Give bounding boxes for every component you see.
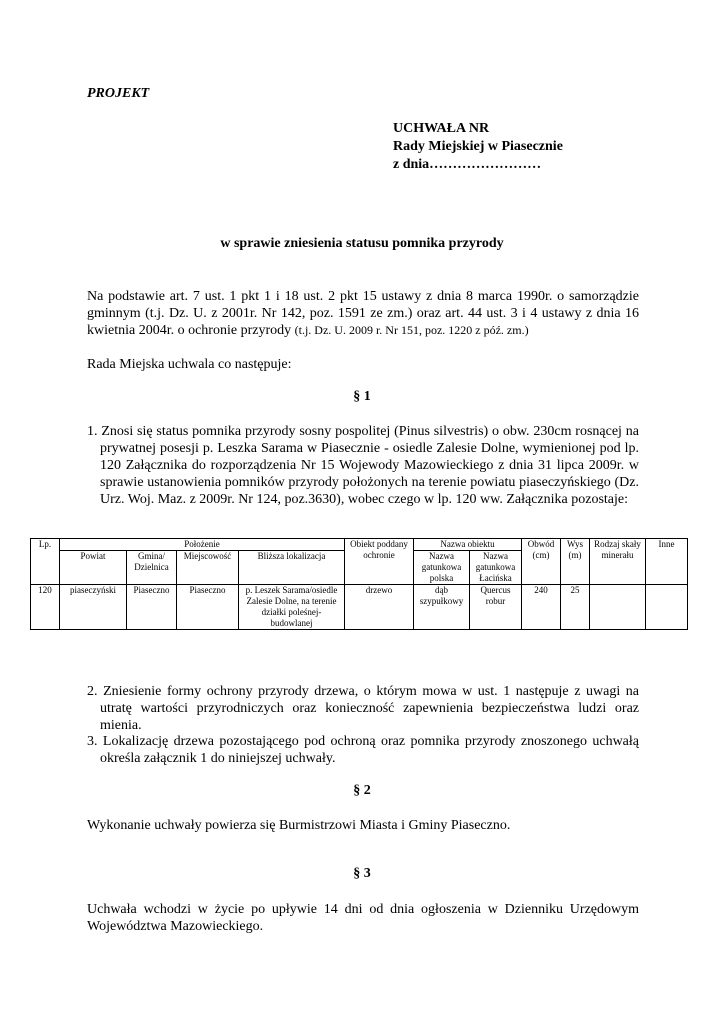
- monument-table: [30, 538, 688, 630]
- cell-municipality: Piaseczno: [127, 585, 177, 630]
- header-municipality: Gmina/ Dzielnica: [127, 551, 177, 585]
- header-other: Inne: [646, 539, 688, 585]
- section-1-heading: § 1: [353, 389, 371, 404]
- table-header-row-1: [31, 539, 688, 551]
- header-circumference: Obwód (cm): [522, 539, 561, 585]
- header-protected-object: Obiekt poddany ochronie: [345, 539, 414, 585]
- cell-latin-name: Quercus robur: [470, 585, 522, 630]
- cell-protected-object: drzewo: [345, 585, 414, 630]
- council-statement: Rada Miejska uchwala co następuje:: [87, 357, 292, 372]
- header-rock-type: Rodzaj skały minerału: [590, 539, 646, 585]
- cell-height: 25: [561, 585, 590, 630]
- header-location: Położenie: [60, 539, 345, 551]
- cell-town: Piaseczno: [177, 585, 239, 630]
- section-1-item-2: 2. Zniesienie formy ochrony przyrody drzewa, o którym mowa w ust. 1 następuje z uwagi na utratę wartości przyrodniczych oraz konieczność zapewnienia bezpieczeństwa ludzi oraz mienia.: [87, 684, 639, 733]
- header-lp: Lp.: [31, 539, 60, 551]
- legal-basis-citation: (t.j. Dz. U. 2009 r. Nr 151, poz. 1220 z póź. zm.): [294, 323, 529, 337]
- council-name: Rady Miejskiej w Piasecznie: [393, 139, 563, 154]
- resolution-number: UCHWAŁA NR: [393, 121, 490, 136]
- legal-basis-main: Na podstawie art. 7 ust. 1 pkt 1 i 18 ust. 2 pkt 15 ustawy z dnia 8 marca 1990r. o samorządzie gminnym (t.j. Dz. U. z 2001r. Nr 142, poz. 1591 ze zm.) oraz art. 44 ust. 3 i 4 ustawy z dnia 16 kwietnia 2004r. o ochronie przyrody: [87, 289, 639, 338]
- resolution-subject: w sprawie zniesienia statusu pomnika przyrody: [220, 236, 504, 251]
- section-2-text: Wykonanie uchwały powierza się Burmistrzowi Miasta i Gminy Piaseczno.: [87, 818, 511, 833]
- header-detailed-location: Bliższa lokalizacja: [239, 551, 345, 585]
- section-1-item-3: 3. Lokalizację drzewa pozostającego pod ochroną oraz pomnika przyrody znoszonego uchwałą określa załącznik 1 do niniejszej uchwały.: [87, 734, 639, 766]
- header-polish-name: Nazwa gatunkowa polska: [414, 551, 470, 585]
- header-height: Wys (m): [561, 539, 590, 585]
- cell-lp: 120: [31, 585, 60, 630]
- cell-rock-type: [590, 585, 646, 630]
- header-latin-name: Nazwa gatunkowa Łacińska: [470, 551, 522, 585]
- cell-county: piaseczyński: [60, 585, 127, 630]
- section-3-text: Uchwała wchodzi w życie po upływie 14 dni od dnia ogłoszenia w Dzienniku Urzędowym Województwa Mazowieckiego.: [87, 902, 639, 934]
- legal-basis: [87, 288, 639, 339]
- cell-other: [646, 585, 688, 630]
- document-status: PROJEKT: [87, 86, 150, 101]
- section-2-heading: § 2: [353, 783, 371, 798]
- section-1-item-1: 1. Znosi się status pomnika przyrody sosny pospolitej (Pinus silvestris) o obw. 230cm rosnącej na prywatnej posesji p. Leszka Sarama w Piasecznie - osiedle Zalesie Dolne, wymienionej pod lp. 120 Załącznika do rozporządzenia Nr 15 Wojewody Mazowieckiego z dnia 31 lipca 2009r. w sprawie ustanowienia pomników przyrody położonych na terenie powiatu piaseczyńskiego (Dz. Urz. Woj. Maz. z 2009r. Nr 124, poz.3630), wobec czego w lp. 120 ww. Załącznika pozostaje:: [87, 424, 639, 507]
- header-town: Miejscowość: [177, 551, 239, 585]
- header-county: Powiat: [60, 551, 127, 585]
- resolution-heading: [393, 120, 563, 174]
- header-object-name: Nazwa obiektu: [414, 539, 522, 551]
- resolution-date: z dnia……………………: [393, 157, 542, 172]
- table-row: [31, 585, 688, 630]
- cell-circumference: 240: [522, 585, 561, 630]
- cell-polish-name: dąb szypułkowy: [414, 585, 470, 630]
- header-lp-spacer: [31, 551, 60, 585]
- section-3-heading: § 3: [353, 866, 371, 881]
- cell-detailed-location: p. Leszek Sarama/osiedle Zalesie Dolne, na terenie działki poleśnej- budowlanej: [239, 585, 345, 630]
